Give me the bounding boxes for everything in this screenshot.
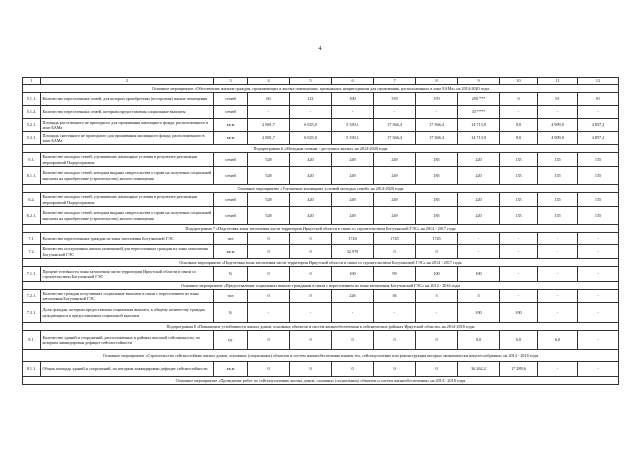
value-cell: 528	[248, 167, 290, 185]
row-index-cell: 6.2.	[23, 193, 41, 207]
column-number-cell: 2	[41, 78, 214, 85]
value-cell: 4 857,2	[578, 119, 619, 132]
row-index-cell: 5.1.2.	[23, 106, 41, 119]
value-cell: -	[248, 106, 290, 119]
indicator-name-cell: Количество переселенных семей, для которых приобретены (построены) жилые помещения	[41, 93, 214, 106]
value-cell: 370	[374, 93, 416, 106]
value-cell: 135	[578, 193, 619, 207]
unit-cell: %	[214, 267, 248, 282]
value-cell: 14 713,9	[458, 119, 500, 132]
value-cell: 0	[290, 267, 332, 282]
value-cell: 0,0	[458, 331, 500, 350]
value-cell: -	[500, 106, 538, 119]
section-heading: Основное мероприятие «Обеспечение жильем граждан, проживающих в жилых помещениях, признанных непригодными для проживания, расположенных в зоне БАМа» на 2014-2020 годы	[23, 85, 619, 93]
value-cell: 0	[248, 267, 290, 282]
indicator-name-cell: Площадь расселенного не пригодного для проживания жилищного фонда, расположенного в зоне БАМа	[41, 119, 214, 132]
indicator-name-cell: Количество молодых семей, улучшивших жилищные условия в результате реализации мероприятий Подпрограммы	[41, 153, 214, 167]
value-cell: 5 339,1	[332, 119, 374, 132]
value-cell: 185	[416, 153, 458, 167]
unit-cell: кв.м	[214, 245, 248, 259]
value-cell: 0	[416, 245, 458, 259]
value-cell: 17 366,4	[416, 119, 458, 132]
value-cell: 17 366,4	[374, 132, 416, 145]
value-cell: 100	[458, 267, 500, 282]
value-cell: 100	[500, 303, 538, 323]
value-cell: -	[500, 290, 538, 303]
column-number-cell: 11	[538, 78, 578, 85]
indicator-name-cell: Процент готовности зоны затопления части территории Иркутской области в связи со строительством Богучанской ГЭС	[41, 267, 214, 282]
row-index-cell: 8.1.	[23, 331, 41, 350]
section-heading: Подпрограмма 6 «Молодым семьям - доступное жилье» на 2014-2020 годы	[23, 145, 619, 153]
value-cell: 91	[538, 93, 578, 106]
indicator-name-cell: Количество молодых семей, которым выданы свидетельства о праве на получение социальной выплаты на приобретение (строительство) жилого помещения	[41, 167, 214, 185]
value-cell: 1726	[332, 233, 374, 245]
table-row	[23, 245, 619, 259]
unit-cell: чел	[214, 290, 248, 303]
value-cell: -	[578, 233, 619, 245]
value-cell: 0	[374, 331, 416, 350]
table-row	[23, 119, 619, 132]
value-cell: -	[538, 362, 578, 377]
section-heading-row	[23, 145, 619, 153]
value-cell: 528	[248, 193, 290, 207]
value-cell: 17 366,4	[374, 119, 416, 132]
unit-cell: кв.м	[214, 119, 248, 132]
value-cell: 1745	[416, 233, 458, 245]
value-cell: -	[578, 290, 619, 303]
value-cell: 420	[290, 193, 332, 207]
section-heading-row	[23, 323, 619, 331]
value-cell: 14 713,9	[458, 132, 500, 145]
value-cell: -	[578, 106, 619, 119]
table-row	[23, 331, 619, 350]
value-cell: 528	[248, 153, 290, 167]
section-heading: Основное мероприятие «Строительство сейсмостойких жилых домов, основных (социальных) объектов и систем жизнеобеспечения взамен тех, сейсмоусиление или реконструкция которых экономически нецелесообразны» на 2014 - 2018 годы	[23, 350, 619, 362]
value-cell: -	[500, 267, 538, 282]
indicator-name-cell: Количество граждан получивших социальные выплаты в связи с переселением из зоны затопления Богучанской ГЭС	[41, 290, 214, 303]
unit-cell: кв.м	[214, 362, 248, 377]
value-cell: 249	[332, 167, 374, 185]
row-index-cell: 5.3.1.	[23, 132, 41, 145]
value-cell: 1745	[374, 233, 416, 245]
column-number-cell: 12	[578, 78, 619, 85]
value-cell: 226	[332, 290, 374, 303]
value-cell: 135	[578, 153, 619, 167]
indicator-name-cell: Площадь снесенного не пригодного для проживания жилищного фонда, расположенного в зоне БАМа	[41, 132, 214, 145]
value-cell: -	[538, 245, 578, 259]
value-cell: 135	[500, 153, 538, 167]
table-row	[23, 267, 619, 282]
value-cell: -	[538, 233, 578, 245]
indicator-name-cell: Количество молодых семей, которым выданы свидетельства о праве на получение социальной выплаты на приобретение (строительство) жилого помещения	[41, 207, 214, 225]
section-heading: Подпрограмма 8 «Повышение устойчивости жилых домов, основных объектов и систем жизнеобеспечения в сейсмических районах Иркутской области» на 2014-2018 годы	[23, 323, 619, 331]
value-cell: 249	[332, 193, 374, 207]
unit-cell: семей	[214, 207, 248, 225]
value-cell: 135	[578, 167, 619, 185]
section-heading-row	[23, 350, 619, 362]
value-cell: 135	[578, 207, 619, 225]
row-index-cell: 5.2.1.	[23, 119, 41, 132]
value-cell: 6,0	[538, 331, 578, 350]
value-cell: 220	[458, 153, 500, 167]
row-index-cell: 5.1.1.	[23, 93, 41, 106]
value-cell: -	[290, 303, 332, 323]
row-index-cell: 6.2.1.	[23, 207, 41, 225]
value-cell: 3	[458, 290, 500, 303]
value-cell: 0	[248, 362, 290, 377]
column-number-cell: 1	[23, 78, 41, 85]
value-cell: 135	[538, 153, 578, 167]
column-number-cell: 5	[290, 78, 332, 85]
value-cell: 0,0	[500, 119, 538, 132]
column-number-cell: 6	[332, 78, 374, 85]
value-cell: 0	[248, 233, 290, 245]
value-cell: 60	[248, 93, 290, 106]
unit-cell: чел	[214, 233, 248, 245]
value-cell: 220	[458, 207, 500, 225]
indicator-name-cell: Количество переселенных семей, которым предоставлены социальные выплаты	[41, 106, 214, 119]
value-cell: 0	[290, 362, 332, 377]
section-heading-row	[23, 377, 619, 385]
value-cell: 100	[416, 267, 458, 282]
section-heading-row	[23, 185, 619, 193]
value-cell: 5 339,1	[332, 132, 374, 145]
value-cell: 33 ****	[458, 106, 500, 119]
value-cell: -	[416, 303, 458, 323]
table-row	[23, 362, 619, 377]
value-cell: 100	[458, 303, 500, 323]
unit-cell: семей	[214, 153, 248, 167]
value-cell: 4 909,0	[538, 119, 578, 132]
value-cell: -	[538, 290, 578, 303]
value-cell: -	[374, 106, 416, 119]
value-cell: 0,0	[500, 132, 538, 145]
value-cell: 100	[332, 93, 374, 106]
value-cell: -	[578, 267, 619, 282]
value-cell: 185	[416, 167, 458, 185]
unit-cell: %	[214, 303, 248, 323]
table-row	[23, 303, 619, 323]
value-cell: -	[578, 245, 619, 259]
value-cell: -	[500, 245, 538, 259]
value-cell: 135	[500, 193, 538, 207]
page-number: 4	[318, 46, 322, 52]
section-heading: Основное мероприятие «Подготовка зоны затопления части территории Иркутской области в связи со строительством Богучанской ГЭС» на 2014 - 2017 годы	[23, 259, 619, 267]
value-cell: 0	[290, 290, 332, 303]
indicator-name-cell: Количество построенных жилых помещений для переселенных граждан из зоны затопления Богучанской ГЭС	[41, 245, 214, 259]
value-cell: -	[332, 106, 374, 119]
value-cell: 0	[290, 233, 332, 245]
value-cell: 3	[416, 290, 458, 303]
value-cell: 4 909,0	[538, 132, 578, 145]
section-heading-row	[23, 282, 619, 290]
value-cell: 249	[332, 207, 374, 225]
value-cell: -	[578, 362, 619, 377]
section-heading: Основное мероприятие «Улучшение жилищных условий молодых семей» на 2014-2020 годы	[23, 185, 619, 193]
value-cell: 2 881,7	[248, 132, 290, 145]
unit-cell: семей	[214, 93, 248, 106]
section-heading: Основное мероприятие «Предоставление социальных выплат гражданам в связи с переселением из зоны затопления Богучанской ГЭС» на 2014 - 2016 годы	[23, 282, 619, 290]
row-index-cell: 6.1.1.	[23, 167, 41, 185]
section-heading: Основное мероприятие «Проведение работ по сейсмоусилению жилых домов, основных (социальных) объектов и систем жизнеобеспечения» на 2014 - 2018 годы	[23, 377, 619, 385]
value-cell: 250 ***	[458, 93, 500, 106]
value-cell: 249	[374, 153, 416, 167]
column-number-row	[23, 78, 619, 85]
unit-cell: кв.м	[214, 132, 248, 145]
value-cell: 17 366,4	[416, 132, 458, 145]
unit-cell: ед.	[214, 331, 248, 350]
column-number-cell: 8	[416, 78, 458, 85]
value-cell: 0	[332, 331, 374, 350]
indicator-name-cell: Доля граждан, которым предоставлена социальная выплата, к общему количеству граждан нуждающихся в предоставлении социальной выплаты	[41, 303, 214, 323]
value-cell: 249	[332, 153, 374, 167]
value-cell: -	[578, 331, 619, 350]
column-number-cell: 3	[214, 78, 248, 85]
value-cell: 4 857,2	[578, 132, 619, 145]
row-index-cell: 6.1.	[23, 153, 41, 167]
section-heading-row	[23, 259, 619, 267]
unit-cell: семей	[214, 106, 248, 119]
table-row	[23, 153, 619, 167]
value-cell: 0	[416, 362, 458, 377]
table-row	[23, 193, 619, 207]
value-cell: 0	[416, 331, 458, 350]
value-cell: -	[538, 106, 578, 119]
table-row	[23, 290, 619, 303]
section-heading-row	[23, 85, 619, 93]
column-number-cell: 7	[374, 78, 416, 85]
value-cell: -	[458, 233, 500, 245]
value-cell: 135	[538, 193, 578, 207]
value-cell: 0	[374, 362, 416, 377]
value-cell: -	[500, 233, 538, 245]
value-cell: 0	[248, 331, 290, 350]
value-cell: 36 262,2	[458, 362, 500, 377]
value-cell: -	[458, 245, 500, 259]
value-cell: 220	[458, 193, 500, 207]
value-cell: 0	[248, 290, 290, 303]
section-heading: Подпрограмма 7 «Подготовка зоны затопления части территории Иркутской области в связи со строительством Богучанской ГЭС» на 2014 - 2017 годы	[23, 225, 619, 233]
value-cell: 100	[332, 267, 374, 282]
table-row	[23, 167, 619, 185]
value-cell: 370	[416, 93, 458, 106]
row-index-cell: 8.1.1.	[23, 362, 41, 377]
value-cell: 6 025,0	[290, 132, 332, 145]
value-cell: 249	[374, 207, 416, 225]
column-number-cell: 9	[458, 78, 500, 85]
value-cell: 17 289,6	[500, 362, 538, 377]
indicators-table	[22, 77, 619, 385]
value-cell: 249	[374, 193, 416, 207]
value-cell: -	[578, 303, 619, 323]
value-cell: 135	[538, 207, 578, 225]
section-heading-row	[23, 225, 619, 233]
value-cell: -	[538, 303, 578, 323]
unit-cell: семей	[214, 167, 248, 185]
value-cell: 249	[374, 167, 416, 185]
value-cell: 220	[458, 167, 500, 185]
row-index-cell: 7.3.1.	[23, 303, 41, 323]
value-cell: 420	[290, 167, 332, 185]
value-cell: 91	[578, 93, 619, 106]
indicator-name-cell: Количество переселенных граждан из зоны затопления Богучанской ГЭС	[41, 233, 214, 245]
table-row	[23, 106, 619, 119]
value-cell: 0	[374, 245, 416, 259]
row-index-cell: 7.1.1.	[23, 267, 41, 282]
value-cell: 0	[290, 331, 332, 350]
column-number-cell: 10	[500, 78, 538, 85]
value-cell: 0	[248, 245, 290, 259]
value-cell: 0	[500, 93, 538, 106]
value-cell: 2 881,7	[248, 119, 290, 132]
value-cell: -	[332, 303, 374, 323]
value-cell: -	[248, 303, 290, 323]
value-cell: -	[416, 106, 458, 119]
value-cell: 0	[290, 245, 332, 259]
value-cell: -	[374, 303, 416, 323]
row-index-cell: 7.2.	[23, 245, 41, 259]
indicator-name-cell: Количество молодых семей, улучшивших жилищные условия в результате реализации мероприятий Подпрограммы	[41, 193, 214, 207]
value-cell: -	[290, 106, 332, 119]
table-row	[23, 233, 619, 245]
table-row	[23, 93, 619, 106]
row-index-cell: 7.2.1.	[23, 290, 41, 303]
value-cell: 6,0	[500, 331, 538, 350]
value-cell: 0	[332, 362, 374, 377]
unit-cell: семей	[214, 193, 248, 207]
value-cell: 135	[500, 207, 538, 225]
indicator-name-cell: Количество зданий и сооружений, расположенных в районах высокой сейсмичности, по которым ликвидирован дефицит сейсмостойкости	[41, 331, 214, 350]
value-cell: 36	[374, 290, 416, 303]
value-cell: 32 970	[332, 245, 374, 259]
value-cell: 6 025,0	[290, 119, 332, 132]
value-cell: 528	[248, 207, 290, 225]
row-index-cell: 7.1.	[23, 233, 41, 245]
value-cell: 121	[290, 93, 332, 106]
value-cell: -	[538, 267, 578, 282]
value-cell: 185	[416, 193, 458, 207]
table-row	[23, 207, 619, 225]
table-row	[23, 132, 619, 145]
value-cell: 420	[290, 207, 332, 225]
value-cell: 135	[538, 167, 578, 185]
column-number-cell: 4	[248, 78, 290, 85]
indicator-name-cell: Общая площадь зданий и сооружений, по которым ликвидирован дефицит сейсмостойкости	[41, 362, 214, 377]
value-cell: 185	[416, 207, 458, 225]
value-cell: 99	[374, 267, 416, 282]
value-cell: 135	[500, 167, 538, 185]
value-cell: 420	[290, 153, 332, 167]
